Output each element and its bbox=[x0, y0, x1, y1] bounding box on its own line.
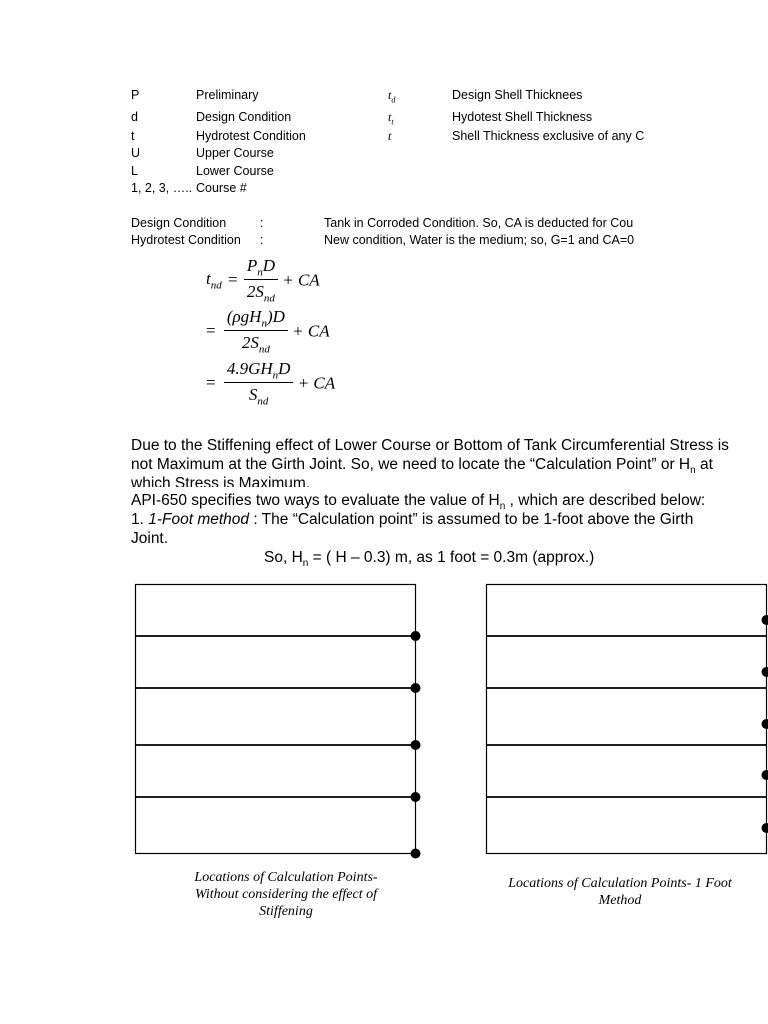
paragraph-line: API-650 specifies two ways to evaluate the value of $H_n$ , which are described below: bbox=[131, 492, 706, 513]
calculation-point bbox=[411, 683, 421, 693]
tank-shell-outline bbox=[487, 585, 767, 854]
legend-symbol: U bbox=[131, 146, 141, 160]
paragraph-line: which Stress is Maximum. bbox=[131, 475, 311, 487]
legend-symbol: t bbox=[388, 129, 392, 143]
calculation-point bbox=[762, 615, 768, 625]
legend-symbol: t bbox=[131, 129, 135, 143]
condition-label: Design Condition bbox=[131, 216, 227, 230]
paragraph-line: Due to the Stiffening effect of Lower Course or Bottom of Tank Circumferential Stress is bbox=[131, 437, 729, 454]
legend-meaning: Lower Course bbox=[196, 164, 274, 178]
calculation-point bbox=[411, 849, 421, 859]
legend-symbol: $t_d$ bbox=[388, 88, 396, 105]
condition-colon: : bbox=[260, 216, 264, 230]
tank-shell-outline bbox=[136, 585, 416, 854]
paragraph-line: 1. 1-Foot method : The “Calculation point” is assumed to be 1-foot above the Girth bbox=[131, 511, 694, 528]
legend-meaning: Shell Thickness exclusive of any C bbox=[452, 129, 644, 143]
calculation-point bbox=[762, 770, 768, 780]
condition-text: Tank in Corroded Condition. So, CA is deducted for Cou bbox=[324, 216, 634, 230]
legend-meaning: Hydrotest Condition bbox=[196, 129, 306, 143]
paragraph-line: not Maximum at the Girth Joint. So, we need to locate the “Calculation Point” or $H_n$ at bbox=[131, 456, 713, 477]
paragraph-line: Joint. bbox=[131, 530, 169, 547]
legend-symbol: d bbox=[131, 110, 138, 124]
hn-formula: So, $H_n$ = ( H – 0.3) m, as 1 foot = 0.3m (approx.) bbox=[264, 549, 595, 570]
calculation-point bbox=[411, 740, 421, 750]
calculation-point bbox=[762, 823, 768, 833]
equation-3: = $\frac{4.9GH_nD}{S_{nd}}$ + CA bbox=[206, 359, 336, 408]
calculation-point bbox=[762, 667, 768, 677]
legend-meaning: Preliminary bbox=[196, 88, 259, 102]
course-diagram-one-foot-method bbox=[485, 583, 768, 861]
legend-meaning: Course # bbox=[196, 181, 247, 195]
legend-meaning: Hydotest Shell Thickness bbox=[452, 110, 593, 124]
equation-2: = $\frac{(\rho gH_n)D}{2S_{nd}}$ + CA bbox=[206, 307, 330, 356]
diagram-caption-left: Locations of Calculation Points- Without considering the effect of Stiffening bbox=[194, 870, 378, 919]
legend-symbol: 1, 2, 3, ….. bbox=[131, 181, 193, 195]
legend-symbol: L bbox=[131, 164, 138, 178]
course-diagram-without-stiffening bbox=[134, 583, 424, 861]
legend-meaning: Design Shell Thicknees bbox=[452, 88, 583, 102]
calculation-point bbox=[762, 719, 768, 729]
legend-meaning: Design Condition bbox=[196, 110, 292, 124]
calculation-point bbox=[411, 792, 421, 802]
legend-meaning: Upper Course bbox=[196, 146, 274, 160]
legend-symbol: P bbox=[131, 88, 140, 102]
legend-symbol: $t_t$ bbox=[388, 110, 394, 127]
condition-label: Hydrotest Condition bbox=[131, 233, 241, 247]
condition-colon: : bbox=[260, 233, 264, 247]
equation-1: $t_{nd}$ = $\frac{P_nD}{2S_{nd}}$ + CA bbox=[206, 256, 320, 305]
condition-text: New condition, Water is the medium; so, G=1 and CA=0 bbox=[324, 233, 635, 247]
calculation-point bbox=[411, 631, 421, 641]
diagram-caption-right: Locations of Calculation Points- 1 Foot Method bbox=[508, 876, 732, 908]
